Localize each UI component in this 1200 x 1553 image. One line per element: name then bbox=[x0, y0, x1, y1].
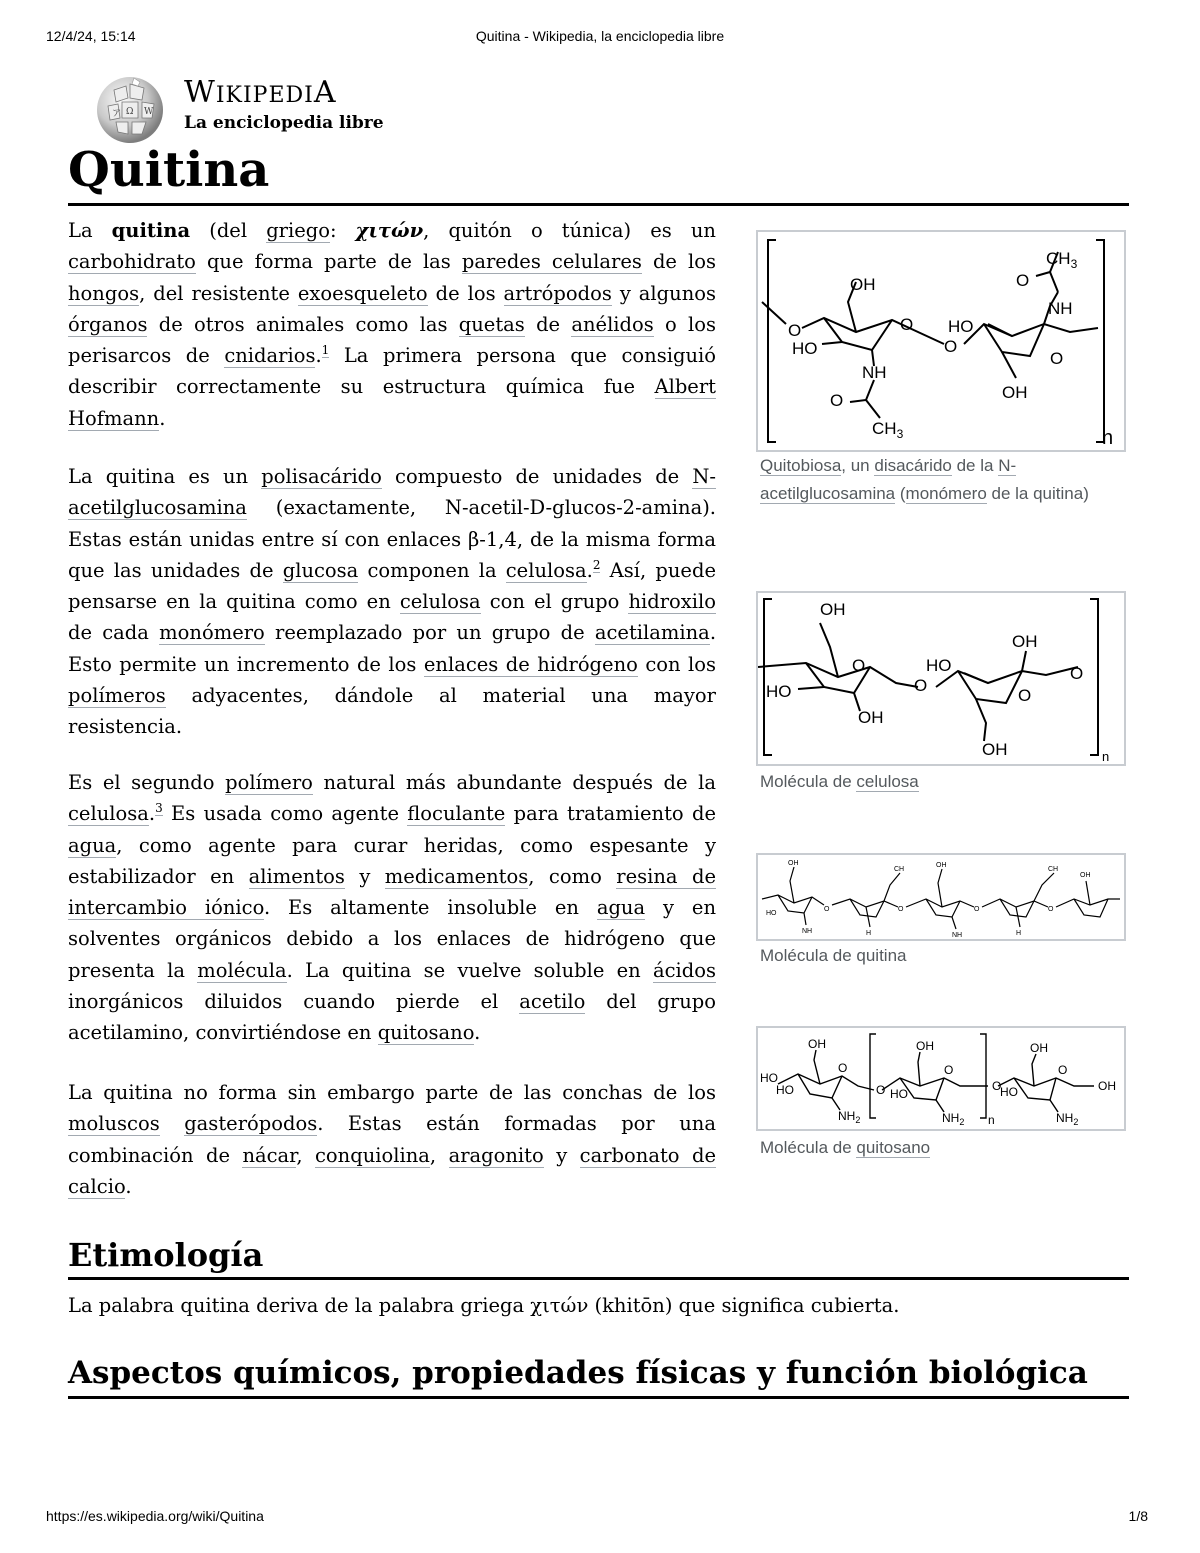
label-nh-2: NH bbox=[952, 932, 963, 939]
label-o-3: O bbox=[1058, 1063, 1068, 1077]
section-heading-aspectos: Aspectos químicos, propiedades físicas y función biológica bbox=[68, 1355, 1088, 1391]
link-nacar[interactable]: nácar bbox=[242, 1143, 297, 1167]
label-ch3-2: $CH_3$ bbox=[1046, 249, 1078, 271]
label-o-glycosidic: O bbox=[944, 337, 958, 356]
link-alimentos[interactable]: alimentos bbox=[248, 864, 345, 888]
link-conquiolina[interactable]: conquiolina bbox=[315, 1143, 430, 1167]
link-glucosa[interactable]: glucosa bbox=[282, 558, 359, 582]
label-o-terminal: O bbox=[1070, 664, 1084, 683]
link-floculante[interactable]: floculante bbox=[407, 802, 506, 826]
label-o-link-1: O bbox=[876, 1083, 886, 1097]
link-quitobiosa[interactable]: Quitobiosa bbox=[760, 456, 842, 475]
label-nh-2: NH bbox=[1048, 299, 1073, 318]
paragraph-etimologia: La palabra quitina deriva de la palabra griega χιτών (khitōn) que significa cubierta. bbox=[68, 1294, 900, 1317]
label-o-1: O bbox=[824, 906, 830, 913]
reference-2[interactable]: 2 bbox=[592, 557, 601, 572]
label-ho-4: HO bbox=[1000, 1085, 1018, 1099]
wordmark-text: WIKIPEDIA bbox=[184, 75, 337, 110]
print-page-number: 1/8 bbox=[1128, 1508, 1148, 1524]
label-ho-1: HO bbox=[766, 910, 777, 917]
label-nh2-3: $NH_2$ bbox=[1056, 1111, 1079, 1127]
label-o-ring: O bbox=[852, 656, 866, 675]
link-moluscos[interactable]: moluscos bbox=[68, 1112, 160, 1136]
link-anelidos[interactable]: anélidos bbox=[571, 312, 654, 336]
paragraph-composition: La quitina es un polisacárido compuesto de unidades de N-acetilglucosamina (exactamente, N-acetil-D-glucos-2-amina). Estas están unidas entre sí con enlaces β-1,4, de la misma forma que las unidades de glucosa componen la celulosa.$^2$ Así, puede pensarse en la quitina como en celulosa con el grupo hidroxilo de cada monómero reemplazado por un grupo de acetilamina. Esto permite un incremento de los enlaces de hidrógeno con los polímeros adyacentes, dándole al material una mayor resistencia. bbox=[68, 465, 717, 739]
greek-word: χιτών bbox=[355, 219, 424, 242]
label-oh-4: OH bbox=[1098, 1079, 1116, 1093]
label-oh-3: OH bbox=[1012, 632, 1038, 651]
label-oh-3: OH bbox=[1080, 872, 1091, 879]
label-oh-4: OH bbox=[982, 740, 1008, 759]
link-exoesqueleto[interactable]: exoesqueleto bbox=[297, 281, 428, 305]
link-polisacarido[interactable]: polisacárido bbox=[261, 465, 382, 488]
paragraph-mollusks: La quitina no forma sin embargo parte de las conchas de los moluscos gasterópodos. Estas están formadas por una combinación de nácar, conquiolina, aragonito y carbonato de calcio. bbox=[68, 1081, 716, 1198]
title-underline bbox=[68, 203, 1129, 206]
link-n-acetilglucosamina[interactable]: N-acetilglucosamina bbox=[68, 465, 716, 520]
label-oh-2: OH bbox=[936, 862, 947, 869]
link-molecula[interactable]: molécula bbox=[197, 958, 287, 982]
chitosan-structure-diagram bbox=[758, 1028, 1124, 1129]
label-oh: OH bbox=[820, 600, 846, 619]
label-o-4: O bbox=[1048, 906, 1054, 913]
figure-quitosano[interactable] bbox=[756, 1026, 1126, 1131]
caption-celulosa: Molécula de celulosa bbox=[760, 772, 919, 791]
link-quetas[interactable]: quetas bbox=[458, 312, 525, 336]
print-tab-title: Quitina - Wikipedia, la enciclopedia libre bbox=[475, 28, 725, 44]
label-oh-2: OH bbox=[1002, 383, 1028, 402]
label-o-ring-2: O bbox=[1018, 686, 1032, 705]
link-quitosano[interactable]: quitosano bbox=[377, 1021, 475, 1045]
link-agua-2[interactable]: agua bbox=[596, 896, 646, 920]
label-ch3-2: CH bbox=[1048, 866, 1059, 873]
label-ho-2: HO bbox=[776, 1083, 794, 1097]
link-monomero-caption[interactable]: monómero bbox=[905, 484, 987, 503]
label-ho: HO bbox=[766, 682, 792, 701]
link-medicamentos[interactable]: medicamentos bbox=[384, 864, 529, 888]
paragraph-abundance: Es el segundo polímero natural más abundante después de la celulosa.$^3$ Es usada como agente floculante para tratamiento de agua, como agente para curar heridas, como espesante y estabilizador en alimentos y medicamentos, como resina de intercambio iónico. Es altamente insoluble en agua y en solventes orgánicos debido a los enlaces de hidrógeno que presenta la molécula. La quitina se vuelve soluble en ácidos inorgánicos diluidos cuando pierde el acetilo del grupo acetilamino, convirtiéndose en quitosano. bbox=[68, 771, 717, 1045]
svg-text:Ω: Ω bbox=[126, 107, 134, 117]
label-oh: OH bbox=[850, 275, 876, 294]
paragraph-intro: La quitina (del griego: χιτών, quitón o túnica) es un carbohidrato que forma parte de las paredes celulares de los hongos, del resistente exoesqueleto de los artrópodos y algunos órganos de otros animales como las quetas de anélidos o los perisarcos de cnidarios.$^1$ La primera persona que consiguió describir correctamente su estructura química fue Albert Hofmann. bbox=[68, 219, 717, 430]
label-o-glycosidic: O bbox=[914, 676, 928, 695]
label-oh-2: OH bbox=[858, 708, 884, 727]
reference-3[interactable]: 3 bbox=[155, 801, 163, 816]
link-celulosa-2[interactable]: celulosa bbox=[399, 590, 481, 614]
label-h-2: H bbox=[1016, 930, 1022, 937]
link-carbohidrato[interactable]: carbohidrato bbox=[68, 250, 196, 274]
label-n: n bbox=[988, 1113, 995, 1127]
label-oh-1: OH bbox=[808, 1037, 826, 1051]
section-heading-etimologia: Etimología bbox=[68, 1236, 264, 1274]
section-underline-aspectos bbox=[68, 1396, 1129, 1399]
link-griego[interactable]: griego bbox=[266, 219, 330, 242]
label-o-3: O bbox=[974, 906, 980, 913]
chitin-structure-diagram bbox=[758, 855, 1124, 939]
svg-text:W: W bbox=[144, 107, 154, 117]
link-resina-intercambio-ionico[interactable]: resina de intercambio iónico bbox=[68, 864, 716, 920]
label-o-link-2: O bbox=[992, 1079, 1002, 1093]
wikipedia-wordmark[interactable] bbox=[184, 75, 384, 133]
label-ho-3: HO bbox=[890, 1087, 908, 1101]
link-disacarido[interactable]: disacárido bbox=[874, 456, 952, 475]
link-quitosano-caption[interactable]: quitosano bbox=[856, 1138, 931, 1157]
label-o-carbonyl: O bbox=[830, 391, 844, 410]
reference-1[interactable]: 1 bbox=[321, 343, 330, 358]
link-polimero[interactable]: polímero bbox=[225, 771, 313, 794]
figure-quitina[interactable] bbox=[756, 853, 1126, 941]
link-n-acetilglucosamina-caption[interactable]: N-acetilglucosamina bbox=[760, 456, 1017, 503]
label-nh2-1: $NH_2$ bbox=[838, 1109, 861, 1125]
label-o: O bbox=[788, 321, 802, 340]
label-n: n bbox=[1102, 427, 1114, 449]
label-o-carbonyl-2: O bbox=[1016, 271, 1030, 290]
link-acetilo[interactable]: acetilo bbox=[519, 990, 586, 1014]
link-enlaces-de-hidrogeno[interactable]: enlaces de hidrógeno bbox=[423, 652, 638, 676]
link-monomero[interactable]: monómero bbox=[159, 621, 265, 645]
label-n: n bbox=[1102, 749, 1110, 764]
label-oh-1: OH bbox=[788, 860, 799, 867]
label-ch3: $CH_3$ bbox=[872, 419, 904, 441]
caption-quitosano: Molécula de quitosano bbox=[760, 1138, 931, 1157]
link-acetilamina[interactable]: acetilamina bbox=[594, 621, 710, 645]
label-ho-2: HO bbox=[926, 656, 952, 675]
link-carbonato-de-calcio[interactable]: carbonato de calcio bbox=[68, 1143, 716, 1198]
label-nh2-2: $NH_2$ bbox=[942, 1111, 965, 1127]
link-hongos[interactable]: hongos bbox=[68, 281, 140, 305]
caption-quitobiosa: Quitobiosa, un disacárido de la N-acetilglucosamina (monómero de la quitina) bbox=[760, 456, 1089, 503]
wordmark-tagline: La enciclopedia libre bbox=[184, 113, 384, 133]
link-paredes-celulares[interactable]: paredes celulares bbox=[461, 250, 642, 274]
link-albert-hofmann[interactable]: Albert Hofmann bbox=[68, 375, 716, 430]
link-polimeros[interactable]: polímeros bbox=[68, 684, 166, 708]
svg-text:ア: ア bbox=[112, 109, 122, 119]
figure-quitobiosa[interactable] bbox=[756, 230, 1126, 452]
label-o-ring-2: O bbox=[1050, 349, 1064, 368]
caption-quitina: Molécula de quitina bbox=[760, 946, 907, 965]
bold-term: quitina bbox=[111, 219, 191, 242]
cellulose-structure-diagram bbox=[758, 593, 1124, 764]
link-aragonito[interactable]: aragonito bbox=[448, 1143, 544, 1167]
chitobiose-structure-diagram bbox=[758, 232, 1124, 450]
label-oh-2: OH bbox=[916, 1039, 934, 1053]
link-organos[interactable]: órganos bbox=[68, 312, 148, 336]
link-hidroxilo[interactable]: hidroxilo bbox=[628, 590, 716, 614]
link-celulosa[interactable]: celulosa bbox=[505, 558, 587, 582]
print-url: https://es.wikipedia.org/wiki/Quitina bbox=[46, 1508, 264, 1524]
link-acidos[interactable]: ácidos bbox=[652, 958, 716, 982]
page-title: Quitina bbox=[68, 142, 270, 198]
link-cnidarios[interactable]: cnidarios bbox=[224, 344, 316, 368]
section-underline-etimologia bbox=[68, 1277, 1129, 1280]
link-gasteropodos[interactable]: gasterópodos bbox=[184, 1112, 318, 1136]
wikipedia-globe-logo[interactable] bbox=[94, 72, 166, 144]
label-nh-1: NH bbox=[802, 928, 813, 935]
print-datetime: 12/4/24, 15:14 bbox=[46, 28, 136, 44]
label-o-ring: O bbox=[900, 315, 914, 334]
label-oh-3: OH bbox=[1030, 1041, 1048, 1055]
link-celulosa-3[interactable]: celulosa bbox=[68, 802, 149, 826]
label-o-1: O bbox=[838, 1061, 848, 1075]
label-ch3-1: CH bbox=[894, 866, 905, 873]
link-artropodos[interactable]: artrópodos bbox=[503, 281, 612, 305]
label-nh: NH bbox=[862, 363, 887, 382]
link-agua[interactable]: agua bbox=[68, 833, 117, 857]
label-ho-2: HO bbox=[948, 317, 974, 336]
figure-celulosa[interactable] bbox=[756, 591, 1126, 766]
label-o-2: O bbox=[944, 1063, 954, 1077]
label-ho-1: HO bbox=[760, 1071, 778, 1085]
label-h-1: H bbox=[866, 930, 872, 937]
link-celulosa-caption[interactable]: celulosa bbox=[856, 772, 919, 791]
label-o-2: O bbox=[898, 906, 904, 913]
label-ho: HO bbox=[792, 339, 818, 358]
